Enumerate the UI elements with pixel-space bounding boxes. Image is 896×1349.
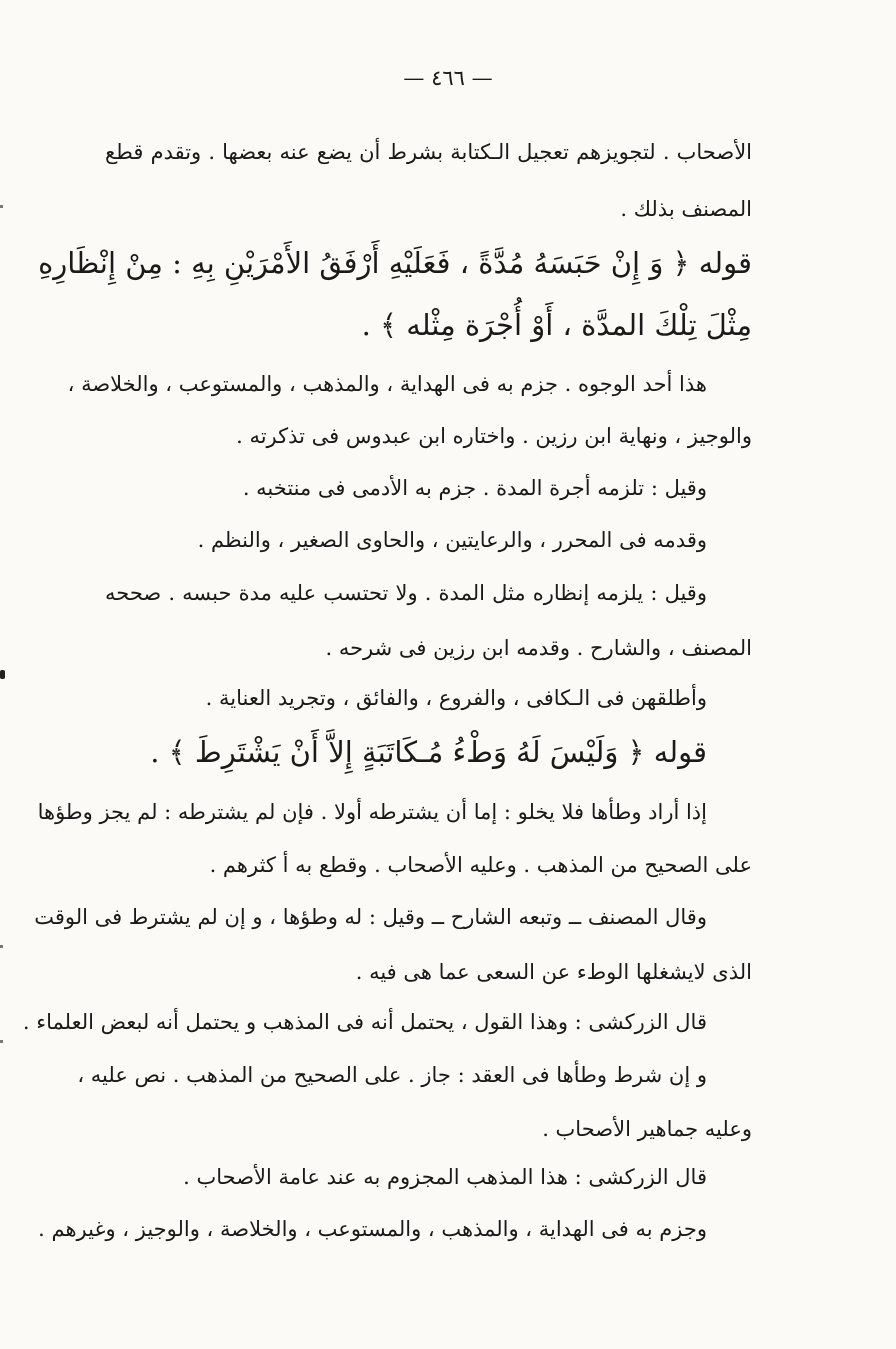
text-line: الأصحاب . لتجويزهم تعجيل الـكتابة بشرط أن يضع عنه بعضها . وتقدم قطع	[105, 140, 752, 164]
text-line: وجزم به فى الهداية ، والمذهب ، والمستوعب ، والخلاصة ، والوجيز ، وغيرهم .	[38, 1217, 707, 1241]
page-number: — ٤٦٦ —	[403, 66, 493, 90]
scan-speck	[0, 205, 3, 208]
text-line: وقيل : تلزمه أجرة المدة . جزم به الأدمى فى منتخبه .	[242, 476, 707, 500]
heading-quote: قوله ﴿ وَ إِنْ حَبَسَهُ مُدَّةً ، فَعَلَيْهِ أَرْفَقُ الأَمْرَيْنِ بِهِ : مِنْ إِنْظَارِهِ	[38, 246, 752, 280]
text-line: وقدمه فى المحرر ، والرعايتين ، والحاوى الصغير ، والنظم .	[197, 528, 707, 552]
text-line: المصنف ، والشارح . وقدمه ابن رزين فى شرحه .	[325, 636, 752, 660]
text-line: وأطلقهن فى الـكافى ، والفروع ، والفائق ، وتجريد العناية .	[205, 686, 707, 710]
text-line: وقيل : يلزمه إنظاره مثل المدة . ولا تحتسب عليه مدة حبسه . صححه	[105, 581, 707, 605]
text-line: على الصحيح من المذهب . وعليه الأصحاب . وقطع به أ كثرهم .	[209, 853, 752, 877]
scan-speck	[0, 945, 3, 948]
text-line: إذا أراد وطأها فلا يخلو : إما أن يشترطه أولا . فإن لم يشترطه : لم يجز وطؤها	[37, 800, 707, 824]
text-line: و إن شرط وطأها فى العقد : جاز . على الصحيح من المذهب . نص عليه ،	[77, 1063, 707, 1087]
text-line: قال الزركشى : وهذا القول ، يحتمل أنه فى المذهب و يحتمل أنه لبعض العلماء .	[22, 1010, 707, 1034]
text-line: هذا أحد الوجوه . جزم به فى الهداية ، والمذهب ، والمستوعب ، والخلاصة ،	[67, 372, 707, 396]
scan-mark	[0, 670, 5, 679]
text-line: وقال المصنف ــ وتبعه الشارح ــ وقيل : له وطؤها ، و إن لم يشترط فى الوقت	[34, 905, 707, 929]
heading-quote: مِثْلَ تِلْكَ المدَّة ، أَوْ أُجْرَة مِثْله ﴾ .	[361, 308, 752, 342]
text-line: المصنف بذلك .	[620, 197, 752, 221]
text-line: قال الزركشى : هذا المذهب المجزوم به عند عامة الأصحاب .	[183, 1165, 707, 1189]
text-line: الذى لايشغلها الوطء عن السعى عما هى فيه .	[355, 960, 752, 984]
scan-speck	[0, 1040, 3, 1043]
text-line: وعليه جماهير الأصحاب .	[542, 1117, 752, 1141]
heading-quote: قوله ﴿ وَلَيْسَ لَهُ وَطْءُ مُـكَاتَبَةٍ إِلاَّ أَنْ يَشْتَرِطَ ﴾ .	[150, 735, 707, 769]
text-line: والوجيز ، ونهاية ابن رزين . واختاره ابن عبدوس فى تذكرته .	[236, 424, 752, 448]
